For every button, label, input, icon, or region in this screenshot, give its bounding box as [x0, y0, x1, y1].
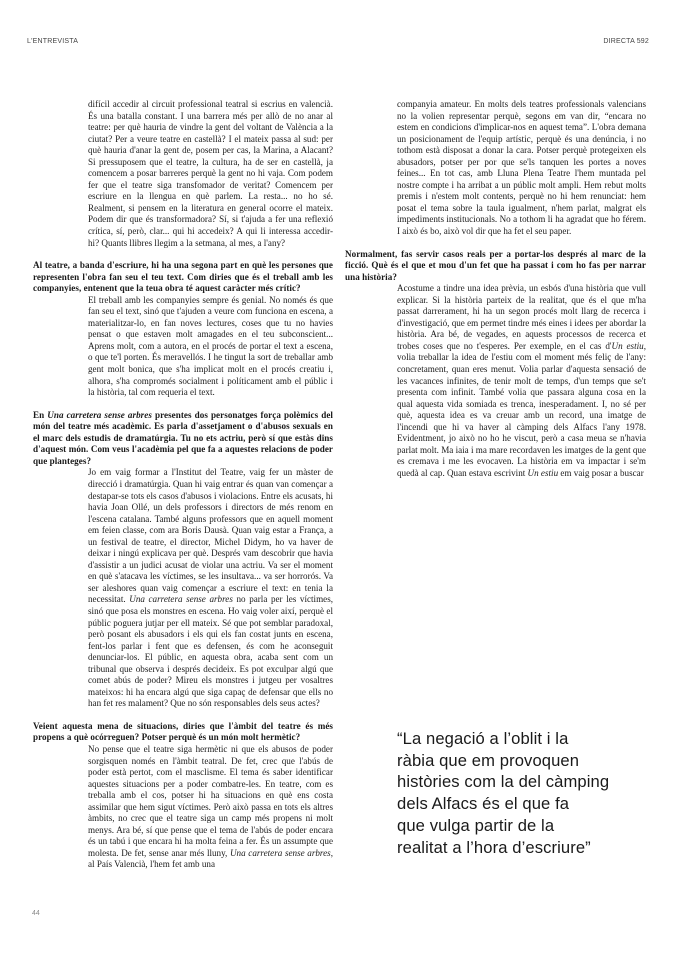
section-label: L'ENTREVISTA — [27, 38, 79, 45]
interview-answer — [88, 744, 333, 871]
interview-answer — [88, 467, 333, 709]
pull-quote-line: que vulga partir de la — [397, 815, 555, 835]
text-run: No pense que el teatre siga hermètic ni que els abusos de poder sorgisquen només en l'àmbit teatral. De fet, crec que l'abús de poder està pertot, com el masclisme. El tema és saber identificar aquestes situacions per a poder combatre-les. En teatre, com es treballa amb el cos, potser hi ha situacions en què ens costa assimilar que hem sigut víctimes. Però això passa en tots els altres àmbits, no crec que el teatre siga un camp més propens ni molt menys. Ara bé, sí que pense que el tema de l'abús de poder encara és un tabú i que encara hi ha molta feina a fer. És un assumpte que molesta. De fet, sense anar més lluny, — [88, 743, 333, 858]
right-column — [345, 99, 646, 491]
interview-question — [33, 721, 333, 744]
text-run: Jo em vaig formar a l'Institut del Teatre, vaig fer un màster de direcció i dramatúrgia. Quan hi vaig entrar és quan van començar a destapar-se tots els casos d'abusos i violacions. Entre els acusats, hi havia Joan Ollé, un dels professors i directors de més renom en l'escena catalana. També alguns professors que en aquell moment em feien classe, com ara Boris Dausà. Quan vaig estar a França, a un festival de teatre, el director, Michel Didym, ho va haver de deixar i ningú explicava per què. Després vam descobrir que havia d'assistir a un judici acusat de violar una actriu. Va ser el moment en què s'atacava les víctimes, se les insultava... va ser horrorós. Va ser aleshores quan vaig començar a escriure el text: en tenia la necessitat. — [88, 467, 333, 605]
interview-answer — [88, 99, 333, 249]
text-run: Normalment, fas servir casos reals per a portar-los després al marc de la ficció. Què és el que et mou d'un fet que ha passat i com ho fas per narrar una història? — [345, 248, 646, 282]
text-run: , volia treballar la idea de l'estiu com el moment més feliç de l'any: concretament, quan eres menut. Volia parlar d'aquesta sensació de les vacances infinites, de tenir molt de temps, d'un temps que se't presenta com infinit. També volia que passara alguna cosa en la qual aquesta vida somiada es trenca, inesperadament. I, no sé per què, aquesta idea es va creuar amb un record, una imatge de l'incendi que hi va haver al càmping dels Alfacs l'any 1978. Evidentment, jo això no ho he viscut, però a casa meua se n'havia parlat molt. Ma iaia i ma mare recordaven les imatges de la gent que es cremava i me les evocaven. La història em va impactar i se'm quedà al cap. Quan estava escrivint — [397, 340, 646, 478]
work-title: Una carretera sense arbres — [229, 847, 331, 858]
interview-question — [33, 410, 333, 468]
text-run: companyia amateur. En molts dels teatres professionals valencians no la volien representar perquè, segons em van dir, “encara no estem en condicions d'implicar-nos en aquest tema”. L'obra demana un posicionament de l'equip artístic, perquè és una denúncia, i no tothom està disposat a donar la cara. Potser perquè protegeixen els abusadors, potser per por que se'ls tanquen les portes a noves feines... En tot cas, amb Lluna Plena Teatre l'hem muntada pel nostre compte i ha arribat a un públic molt ampli. Hem rebut molts premis i n'estem molt contents, perquè no hi hem renunciat: hem posat el tema sobre la taula igualment, n'hem parlat, malgrat els impediments institucionals. No a tothom li ha agradat que ho férem. I això és bo, això vol dir que ha fet el seu paper. — [397, 99, 646, 237]
text-run: , al País Valencià, l'hem fet amb una — [88, 847, 333, 870]
pull-quote-line: dels Alfacs és el que fa — [397, 794, 570, 814]
work-title: Un estiu — [611, 340, 644, 351]
text-run: Veient aquesta mena de situacions, diries que l'àmbit del teatre és més propens a què ocórreguen? Potser perquè és un món molt hermètic? — [33, 720, 333, 743]
interview-answer — [397, 283, 646, 479]
text-run: El treball amb les companyies sempre és genial. No només és que fan seu el text, sinó que t'ajuden a veure com funciona en escena, a materialitzar-lo, en fan noves lectures, coses que tu no havies pensat o que estaven molt amagades en el teu subconscient... Aprens molt, com a autora, en el procés de portar el text a escena, o que te'l porten. És meravellós. I he tingut la sort de treballar amb gent molt bonica, que s'ha implicat molt en el procés creatiu i, alhora, s'ha compromés socialment i políticament amb el públic i la història, tal com requeria el text. — [88, 294, 333, 398]
interview-answer — [397, 99, 646, 238]
text-run: presentes dos personatges força polèmics del món del teatre més acadèmic. Es parla d'assetjament o d'abusos sexuals en el marc dels estudis de dramatúrgia. Tu no ets actriu, però sí que estàs dins d'aquest món. Com veus l'acadèmia pel que fa a aquestes relacions de poder que planteges? — [33, 409, 333, 466]
interview-answer — [88, 295, 333, 399]
interview-question — [345, 249, 646, 284]
work-title: Una carretera sense arbres — [47, 409, 152, 420]
page-number: 44 — [32, 910, 40, 917]
pull-quote-line: ràbia que em provoquen — [397, 750, 580, 770]
pull-quote — [397, 728, 657, 858]
text-run: difícil accedir al circuit professional teatral si escrius en valencià. És una batalla constant. I una barrera més per allò de no anar al teatre: per què hauria de vindre la gent del voltant de València a la ciutat? Per a veure teatre en castellà? I el mateix passa al sud: per què hauria d'anar la gent de, posem per cas, la Marina, a Alacant? Si pressuposem que el teatre, la cultura, ha de ser en castellà, ja comencem a posar barreres perquè la gent no hi vaja. Com podem fer que el teatre siga transfomador de veritat? Comencem per escriure en la llengua en què parlem. La resta... no ho sé. Realment, si pensem en la literatura en general ocorre el mateix. Podem dir que és transformadora? Sí, si t'ajuda a fer una reflexió crítica, sí, però, clar... qui hi accedeix? A qui li interessa accedir-hi? Quants llibres llegim a la setmana, al mes, a l'any? — [88, 99, 333, 248]
pull-quote-line: històries com la del càmping — [397, 772, 610, 792]
left-column — [33, 99, 333, 882]
text-run: Acostume a tindre una idea prèvia, un esbós d'una història que vull explicar. Si la història parteix de la realitat, que és el que m'ha passat darrerament, hi ha un segon procés molt llarg de recerca i d'investigació, que em permet tindre més eines i idees per abordar la història. Ara bé, de vegades, en aquests processos de recerca et trobes coses que no t'esperes. Per exemple, en el cas d' — [397, 283, 646, 351]
issue-label: DIRECTA 592 — [603, 38, 649, 45]
pull-quote-line: realitat a l’hora d’escriure” — [397, 837, 591, 857]
text-run: Al teatre, a banda d'escriure, hi ha una segona part en què les persones que representen l'obra fan seu el teu text. Com diries que és el treball amb les companyies, entenent que la teua obra té aquest caràcter més crític? — [33, 260, 333, 294]
pull-quote-line: “La negació a l’oblit i la — [397, 729, 569, 748]
work-title: Una carretera sense arbres — [129, 594, 233, 605]
text-run: no parla per les víctimes, sinó que posa els monstres en escena. Ho vaig voler així, perquè el públic poguera jutjar per ell mateix. Sé que pot semblar paradoxal, però posant els abusadors i els qui els fan costat junts en escena, fent-los parlar i fent que es defensen, és com he aconseguit denunciar-los. El públic, en aquesta obra, acaba sent com un tribunal que observa i després decideix. Es pot exculpar algú que comet abús de poder? Mireu els monstres i jutgeu per vosaltres mateixos: hi ha encara algú que siga capaç de defensar que ells no han fet res malament? Que no són responsables dels seus actes? — [88, 594, 334, 709]
interview-question — [33, 260, 333, 295]
text-run: em vaig posar a buscar — [558, 467, 644, 478]
text-run: En — [33, 409, 48, 420]
work-title: Un estiu — [527, 467, 559, 478]
